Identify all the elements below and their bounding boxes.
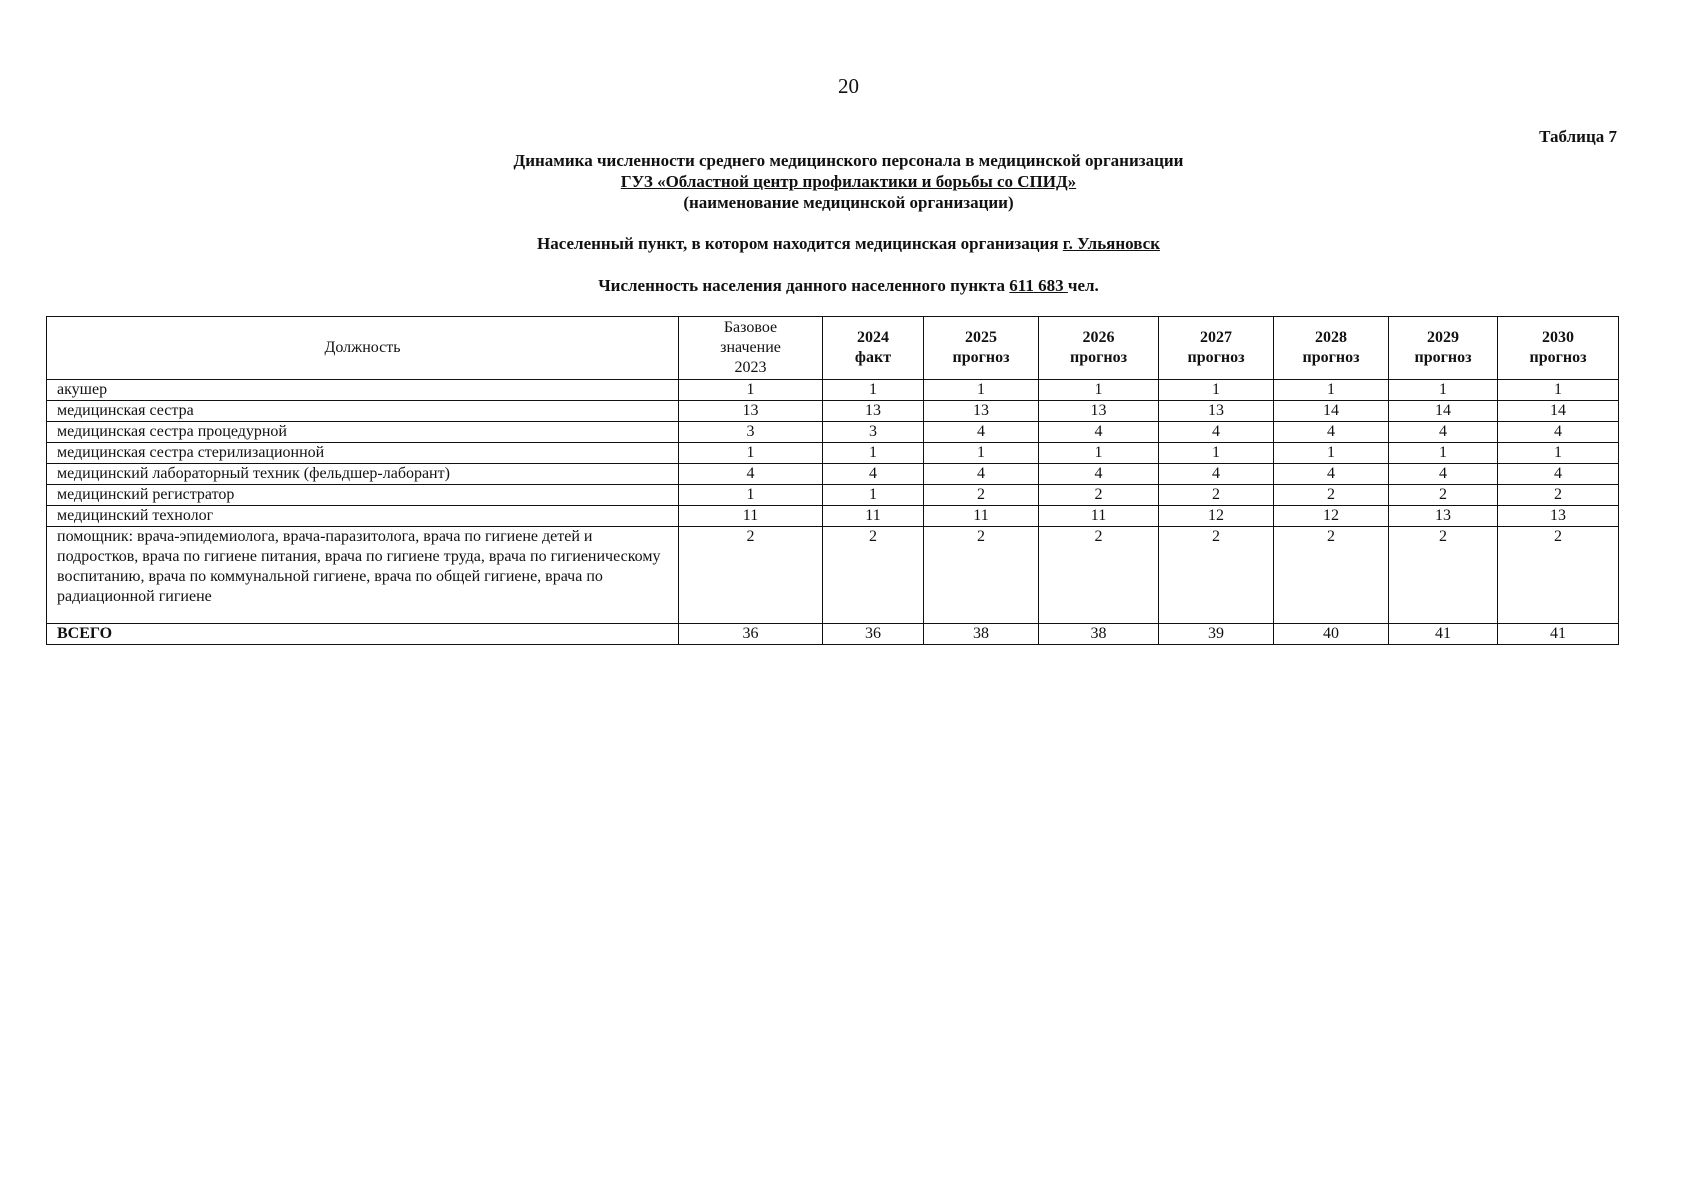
cell-value: 2 <box>823 527 924 624</box>
cell-value: 2 <box>1159 527 1274 624</box>
cell-value: 1 <box>823 380 924 401</box>
header-2025 <box>924 317 1039 380</box>
header-2029 <box>1389 317 1498 380</box>
cell-value: 2 <box>1039 485 1159 506</box>
table-row <box>47 422 1619 443</box>
cell-value: 4 <box>1274 422 1389 443</box>
cell-value: 13 <box>1159 401 1274 422</box>
cell-value: 1 <box>1274 380 1389 401</box>
header-base-line3: 2023 <box>734 359 767 376</box>
cell-value: 1 <box>1039 380 1159 401</box>
total-value: 40 <box>1274 624 1389 645</box>
cell-value: 14 <box>1274 401 1389 422</box>
cell-value: 1 <box>679 485 823 506</box>
cell-value: 2 <box>1498 485 1619 506</box>
total-value: 41 <box>1498 624 1619 645</box>
cell-value: 1 <box>679 443 823 464</box>
cell-value: 1 <box>1498 380 1619 401</box>
table-row <box>47 485 1619 506</box>
cell-value: 4 <box>1159 422 1274 443</box>
cell-value: 1 <box>1274 443 1389 464</box>
population-value: 611 683 <box>1009 276 1068 295</box>
organization-caption: (наименование медицинской организации) <box>683 193 1014 212</box>
row-position: медицинский регистратор <box>47 485 679 506</box>
cell-value: 4 <box>1039 422 1159 443</box>
header-row <box>47 317 1619 380</box>
population-line <box>0 276 1697 296</box>
table-row <box>47 380 1619 401</box>
cell-value: 2 <box>1274 527 1389 624</box>
cell-value: 2 <box>1159 485 1274 506</box>
cell-value: 2 <box>1039 527 1159 624</box>
cell-value: 1 <box>1389 443 1498 464</box>
header-year: 2025 <box>965 329 997 346</box>
header-position: Должность <box>47 317 679 380</box>
table-row <box>47 527 1619 624</box>
row-position: медицинский технолог <box>47 506 679 527</box>
total-label: ВСЕГО <box>47 624 679 645</box>
population-label: Численность населения данного населенного пункта <box>598 276 1010 295</box>
table-title <box>0 150 1697 213</box>
cell-value: 11 <box>1039 506 1159 527</box>
row-position: медицинский лабораторный техник (фельдшер-лаборант) <box>47 464 679 485</box>
title-line: Динамика численности среднего медицинского персонала в медицинской организации <box>513 151 1184 170</box>
row-position: медицинская сестра <box>47 401 679 422</box>
cell-value: 4 <box>679 464 823 485</box>
cell-value: 3 <box>823 422 924 443</box>
header-2026 <box>1039 317 1159 380</box>
staff-table <box>46 316 1619 645</box>
cell-value: 4 <box>1389 464 1498 485</box>
header-sub: прогноз <box>1302 349 1360 366</box>
cell-value: 4 <box>1498 464 1619 485</box>
row-position: медицинская сестра процедурной <box>47 422 679 443</box>
cell-value: 2 <box>679 527 823 624</box>
cell-value: 1 <box>1389 380 1498 401</box>
table-row <box>47 506 1619 527</box>
cell-value: 4 <box>1389 422 1498 443</box>
header-base-2023 <box>679 317 823 380</box>
cell-value: 4 <box>924 464 1039 485</box>
total-value: 39 <box>1159 624 1274 645</box>
row-position: медицинская сестра стерилизационной <box>47 443 679 464</box>
cell-value: 1 <box>823 443 924 464</box>
cell-value: 1 <box>823 485 924 506</box>
cell-value: 1 <box>1039 443 1159 464</box>
cell-value: 4 <box>924 422 1039 443</box>
settlement-label: Населенный пункт, в котором находится медицинская организация <box>537 234 1063 253</box>
cell-value: 2 <box>924 527 1039 624</box>
total-value: 38 <box>924 624 1039 645</box>
header-sub: прогноз <box>1069 349 1128 366</box>
cell-value: 4 <box>1039 464 1159 485</box>
cell-value: 4 <box>1274 464 1389 485</box>
header-sub: прогноз <box>1187 349 1245 366</box>
header-year: 2026 <box>1082 329 1115 346</box>
settlement-line <box>0 234 1697 254</box>
cell-value: 12 <box>1159 506 1274 527</box>
table-label: Таблица 7 <box>1539 127 1617 146</box>
total-value: 38 <box>1039 624 1159 645</box>
cell-value: 4 <box>1159 464 1274 485</box>
cell-value: 11 <box>823 506 924 527</box>
cell-value: 1 <box>924 380 1039 401</box>
table-row <box>47 401 1619 422</box>
header-base-line2: значение <box>720 339 781 356</box>
cell-value: 14 <box>1389 401 1498 422</box>
cell-value: 14 <box>1498 401 1619 422</box>
cell-value: 13 <box>823 401 924 422</box>
header-2028 <box>1274 317 1389 380</box>
cell-value: 1 <box>679 380 823 401</box>
header-year: 2027 <box>1200 329 1232 346</box>
cell-value: 13 <box>1039 401 1159 422</box>
cell-value: 2 <box>1274 485 1389 506</box>
total-value: 36 <box>823 624 924 645</box>
page-number: 20 <box>838 74 859 98</box>
table-row <box>47 443 1619 464</box>
cell-value: 1 <box>1498 443 1619 464</box>
cell-value: 11 <box>924 506 1039 527</box>
total-row <box>47 624 1619 645</box>
table-row <box>47 464 1619 485</box>
header-2027 <box>1159 317 1274 380</box>
cell-value: 13 <box>1498 506 1619 527</box>
cell-value: 4 <box>823 464 924 485</box>
cell-value: 4 <box>1498 422 1619 443</box>
cell-value: 3 <box>679 422 823 443</box>
header-2030 <box>1498 317 1619 380</box>
row-position: акушер <box>47 380 679 401</box>
header-2024 <box>823 317 924 380</box>
population-unit: чел. <box>1067 276 1099 295</box>
header-sub: факт <box>854 349 892 366</box>
row-position: помощник: врача-эпидемиолога, врача-паразитолога, врача по гигиене детей и подростков, врача по гигиене питания, врача по гигиене труда, врача по гигиеническому воспитанию, врача по коммунальной гигиене, врача по общей гигиене, врача по радиационной гигиене <box>47 527 679 624</box>
organization-name: ГУЗ «Областной центр профилактики и борьбы со СПИД» <box>620 172 1077 191</box>
cell-value: 11 <box>679 506 823 527</box>
header-base-line1: Базовое <box>723 319 778 336</box>
cell-value: 2 <box>1498 527 1619 624</box>
cell-value: 2 <box>1389 527 1498 624</box>
header-sub: прогноз <box>1529 349 1587 366</box>
cell-value: 1 <box>924 443 1039 464</box>
cell-value: 1 <box>1159 380 1274 401</box>
settlement-value: г. Ульяновск <box>1062 234 1160 253</box>
cell-value: 2 <box>1389 485 1498 506</box>
cell-value: 2 <box>924 485 1039 506</box>
cell-value: 12 <box>1274 506 1389 527</box>
cell-value: 13 <box>679 401 823 422</box>
cell-value: 1 <box>1159 443 1274 464</box>
cell-value: 13 <box>924 401 1039 422</box>
header-sub: прогноз <box>1414 349 1472 366</box>
total-value: 36 <box>679 624 823 645</box>
header-year: 2029 <box>1427 329 1459 346</box>
header-year: 2028 <box>1315 329 1347 346</box>
header-year: 2024 <box>857 329 889 346</box>
header-year: 2030 <box>1542 329 1574 346</box>
cell-value: 13 <box>1389 506 1498 527</box>
header-sub: прогноз <box>952 349 1010 366</box>
total-value: 41 <box>1389 624 1498 645</box>
